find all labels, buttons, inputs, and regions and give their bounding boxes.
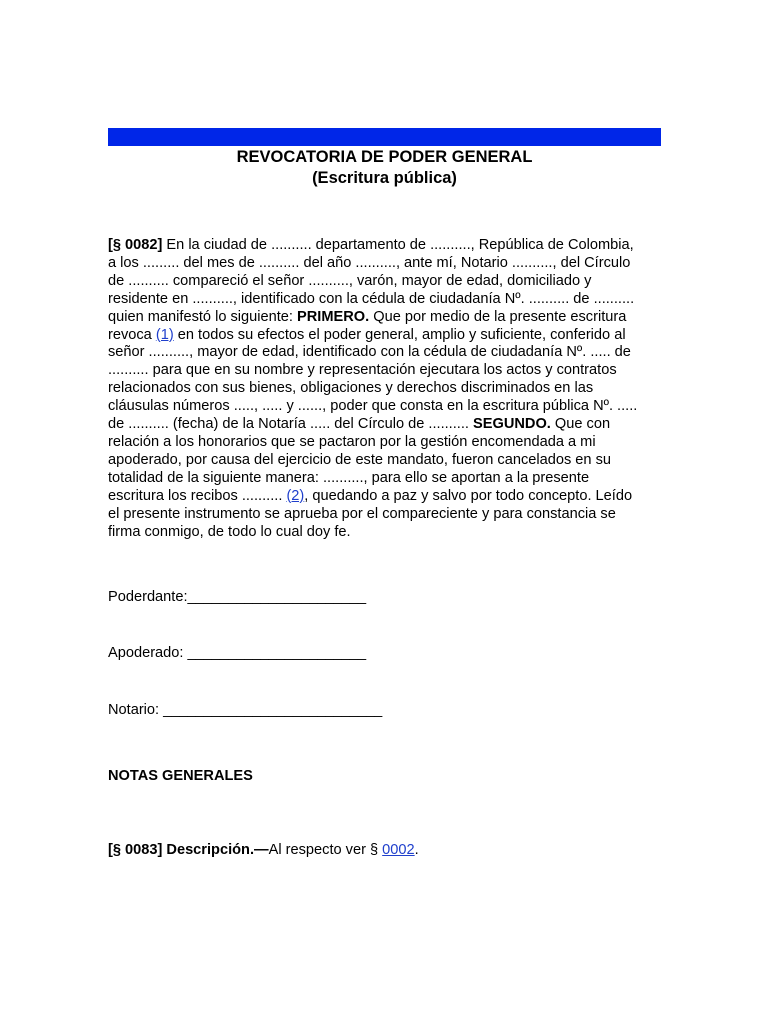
- footnote-link-2[interactable]: (2): [286, 487, 305, 504]
- section-link-0002[interactable]: 0002: [382, 842, 415, 858]
- signature-line-poderdante: Poderdante:______________________: [108, 589, 367, 605]
- notes-heading: NOTAS GENERALES: [108, 768, 253, 784]
- section-0082-paragraph: [§ 0082] En la ciudad de .......... departamento de .........., República de Colombia, a los ......... del mes de .......... del año .........., ante mí, Notario .........., del Círculo de .......... compareció el señor .........., varón, mayor de edad, domiciliado y residente en .........., identificado con la cédula de ciudadanía Nº. .......... de .......... quien manifestó lo siguiente: PRIMERO. Que por medio de la presente escritura revoca (1) en todos su efectos el poder general, amplio y suficiente, conferido al señor .........., mayor de edad, identificado con la cédula de ciudadanía Nº. ..... de .......... para que en su nombre y representación ejecutara los actos y contratos relacionados con sus bienes, obligaciones y derechos discriminados en las cláusulas números ....., ..... y ......, poder que consta en la escritura pública Nº. ..... de .......... (fecha) de la Notaría ..... del Círculo de .......... SEGUNDO. Que con relación a los honorarios que se pactaron por la gestión encomendada a mi apoderado, por causa del ejercicio de este mandato, fueron cancelados en su totalidad de la siguiente manera: .........., para ello se aportan a la presente escritura los recibos .......... (2), quedando a paz y salvo por todo concepto. Leído el presente instrumento se aprueba por el compareciente y para constancia se firma conmigo, de todo lo cual doy fe.: [108, 237, 638, 540]
- signature-line-apoderado: Apoderado: ______________________: [108, 645, 367, 661]
- title-line-2: (Escritura pública): [312, 169, 457, 187]
- section-0083-paragraph: [§ 0083] Descripción.—Al respecto ver § 0002.: [108, 842, 419, 858]
- segundo-label: SEGUNDO.: [473, 416, 551, 433]
- document-title: [108, 147, 661, 189]
- header-color-bar: [108, 128, 661, 146]
- section-ref-0083: [§ 0083] Descripción.—: [108, 842, 269, 858]
- footnote-link-1[interactable]: (1): [155, 326, 174, 343]
- signature-line-notario: Notario: ___________________________: [108, 702, 383, 718]
- primero-label: PRIMERO.: [297, 308, 370, 325]
- title-line-1: REVOCATORIA DE PODER GENERAL: [236, 148, 533, 166]
- section-ref-0082: [§ 0082]: [108, 237, 163, 253]
